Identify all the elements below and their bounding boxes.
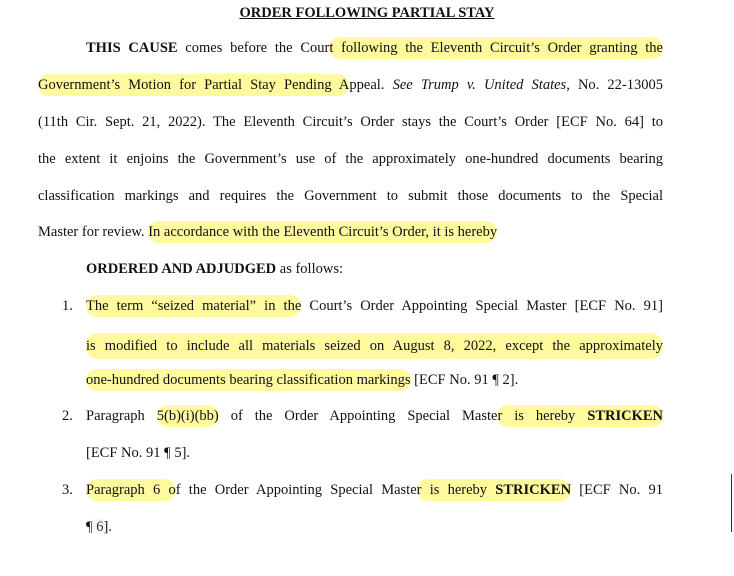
- para1-line3: (11th Cir. Sept. 21, 2022). The Eleventh Circuit’s Order stays the Court’s Order [ECF No. 64] to: [38, 114, 663, 130]
- title-text: ORDER FOLLOWING PARTIAL STAY: [239, 5, 495, 21]
- item1-line3-text: [ECF No. 91 ¶ 2].: [410, 372, 519, 388]
- highlight: The term “seized material” in the: [86, 295, 301, 317]
- document-title: [0, 3, 734, 23]
- item3-hl-text: r is hereby: [416, 482, 496, 498]
- para1-line6-text: Master for review.: [38, 224, 149, 240]
- para1-line6: [38, 222, 497, 242]
- page-edge-divider: [731, 474, 732, 532]
- para1-line1-text: comes before the Cour: [177, 40, 330, 56]
- highlight: Government’s Motion for Partial Stay Pending A: [38, 74, 349, 96]
- ordered-bold: ORDERED AND ADJUDGED: [86, 261, 277, 277]
- para1-line2: [38, 75, 663, 95]
- item3-line1-text2: [ECF No. 91: [571, 482, 664, 498]
- item2-line1: [86, 406, 663, 426]
- highlight: 5(b)(i)(bb): [157, 405, 219, 427]
- item3-line2: ¶ 6].: [86, 519, 112, 535]
- stricken-bold: STRICKEN: [587, 408, 664, 424]
- item-number: 3.: [62, 482, 73, 498]
- stricken-bold: STRICKEN: [495, 482, 572, 498]
- item-number: 2.: [62, 408, 73, 424]
- highlight: t following the Eleventh Circuit’s Order granting the: [329, 37, 663, 59]
- this-cause-bold: THIS CAUSE: [86, 40, 178, 56]
- item3-line1-text: f the Order Appointing Special Maste: [175, 482, 417, 498]
- ordered-rest: as follows:: [276, 261, 343, 277]
- item1-line1: [86, 296, 663, 316]
- para1-line2-text: ppeal.: [349, 77, 393, 93]
- case-number: , No. 22-13005: [566, 77, 664, 93]
- item2-line1-text2: of the Order Appointing Special Maste: [218, 408, 498, 424]
- case-citation: See Trump v. United States: [392, 77, 567, 93]
- highlight: is modified to include all materials seized on August 8, 2022, except the approximately: [86, 333, 663, 359]
- para1-line5: classification markings and requires the Government to submit those documents to the Special: [38, 188, 663, 204]
- item1-line2: [86, 333, 663, 359]
- item1-line1-text: Court’s Order Appointing Special Master [ECF No. 91]: [301, 298, 663, 314]
- item2-line1-text: Paragraph: [86, 408, 157, 424]
- item-number: 1.: [62, 298, 73, 314]
- para1-line1: [86, 38, 663, 58]
- item2-hl-text: r is hereby: [497, 408, 588, 424]
- item3-line1: [86, 480, 663, 500]
- highlight: [497, 405, 663, 427]
- ordered-heading: [86, 259, 343, 279]
- highlight: [417, 479, 571, 501]
- item1-line3: [86, 370, 518, 390]
- para1-line4: the extent it enjoins the Government’s use of the approximately one-hundred documents bearing: [38, 151, 663, 167]
- scan-smudge: [92, 518, 106, 532]
- highlight: one-hundred documents bearing classification markings: [86, 369, 411, 391]
- highlight: In accordance with the Eleventh Circuit’s Order, it is hereby: [148, 221, 497, 243]
- item2-line2: [ECF No. 91 ¶ 5].: [86, 445, 191, 461]
- highlight: Paragraph 6 o: [86, 479, 176, 501]
